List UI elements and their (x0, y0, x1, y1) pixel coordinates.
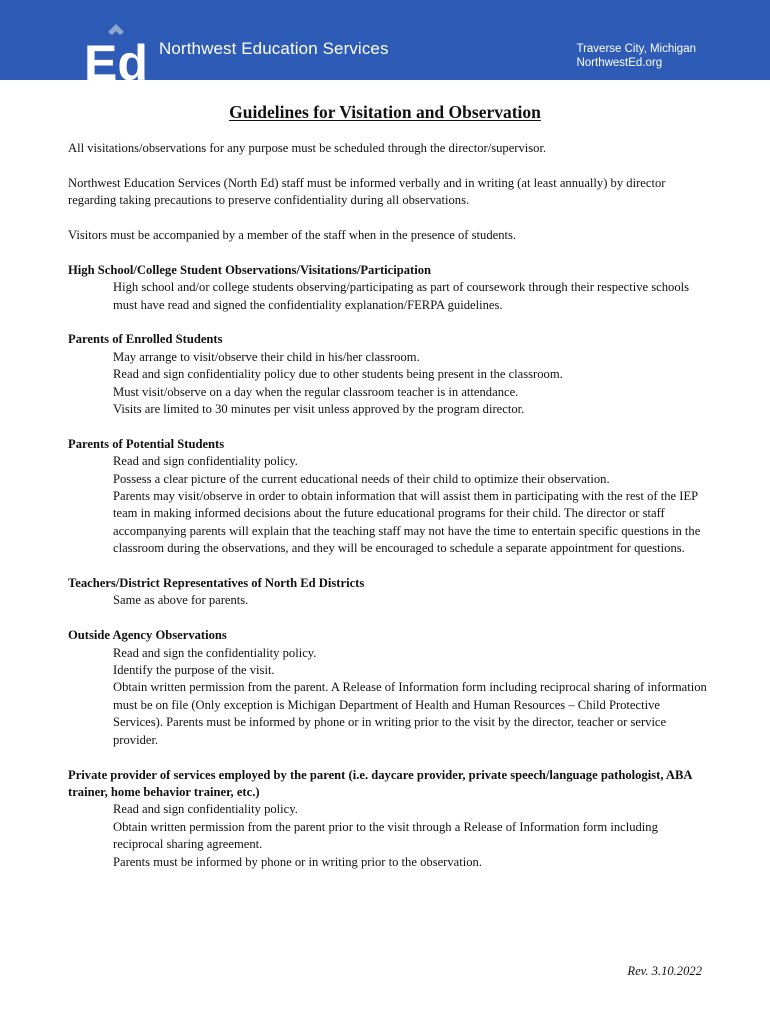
section-district-teachers (68, 575, 708, 610)
section-item: Read and sign confidentiality policy due to other students being present in the classroom. (113, 367, 563, 382)
section-heading: Teachers/District Representatives of North Ed Districts (68, 576, 365, 591)
header-banner (0, 0, 770, 80)
section-item: Must visit/observe on a day when the regular classroom teacher is in attendance. (113, 384, 519, 399)
logo-text: Ed (84, 35, 148, 82)
section-item: Obtain written permission from the parent. A Release of Information form including reciprocal sharing of information must be on file (Only exception is Michigan Department of Health and Human Resources – Child Protective Services). Parents must be informed by phone or in writing prior to the visit by the director, teacher or service provider. (113, 680, 707, 747)
intro-paragraph: Northwest Education Services (North Ed) staff must be informed verbally and in writing (at least annually) by director regarding taking precautions to preserve confidentiality during all observations. (68, 175, 666, 208)
section-heading: Outside Agency Observations (68, 628, 227, 643)
section-item: Identify the purpose of the visit. (113, 663, 275, 678)
intro-paragraph: All visitations/observations for any purpose must be scheduled through the director/supervisor. (68, 141, 547, 155)
section-item: Read and sign the confidentiality policy. (113, 645, 317, 660)
section-potential-parents (68, 436, 708, 558)
section-high-school (68, 262, 708, 314)
contact-info (576, 42, 696, 70)
section-heading: Parents of Potential Students (68, 436, 225, 451)
org-name: Northwest Education Services (159, 39, 389, 58)
revision-date: Rev. 3.10.2022 (627, 964, 702, 978)
section-item: Visits are limited to 30 minutes per visit unless approved by the program director. (113, 402, 525, 417)
section-item: Possess a clear picture of the current educational needs of their child to optimize their observation. (113, 471, 610, 486)
document-body (68, 140, 708, 888)
section-item: Parents may visit/observe in order to obtain information that will assist them in participating with the rest of the IEP team in making informed decisions about the future educational programs for their child. The director or staff accompanying parents will explain that the teaching staff may not have the time to entertain specific questions in the classroom during the observations, and they will be encouraged to schedule a separate appointment for questions. (113, 489, 701, 556)
section-outside-agency (68, 627, 708, 749)
section-item: High school and/or college students observing/participating as part of coursework through their respective schools must have read and signed the confidentiality explanation/FERPA guidelines. (113, 280, 690, 312)
section-heading: High School/College Student Observations/Visitations/Participation (68, 262, 432, 277)
section-item: Read and sign confidentiality policy. (113, 454, 298, 469)
section-item: Parents must be informed by phone or in writing prior to the observation. (113, 854, 483, 869)
section-item: Same as above for parents. (113, 593, 249, 608)
website-link[interactable]: NorthwestEd.org (576, 57, 663, 69)
logo-chevron (108, 24, 124, 35)
north-ed-logo (82, 22, 152, 82)
section-heading: Private provider of services employed by the parent (i.e. daycare provider, private speech/language pathologist, ABA trainer, home behavior trainer, etc.) (68, 767, 692, 799)
section-heading: Parents of Enrolled Students (68, 332, 223, 347)
intro-paragraph: Visitors must be accompanied by a member of the staff when in the presence of students. (68, 228, 517, 242)
city-text: Traverse City, Michigan (576, 43, 696, 55)
section-enrolled-parents (68, 331, 708, 418)
page-title: Guidelines for Visitation and Observation (229, 102, 541, 122)
section-private-provider (68, 767, 708, 871)
section-item: May arrange to visit/observe their child in his/her classroom. (113, 349, 420, 364)
section-item: Read and sign confidentiality policy. (113, 802, 298, 817)
section-item: Obtain written permission from the parent prior to the visit through a Release of Information form including reciprocal sharing agreement. (113, 819, 658, 852)
